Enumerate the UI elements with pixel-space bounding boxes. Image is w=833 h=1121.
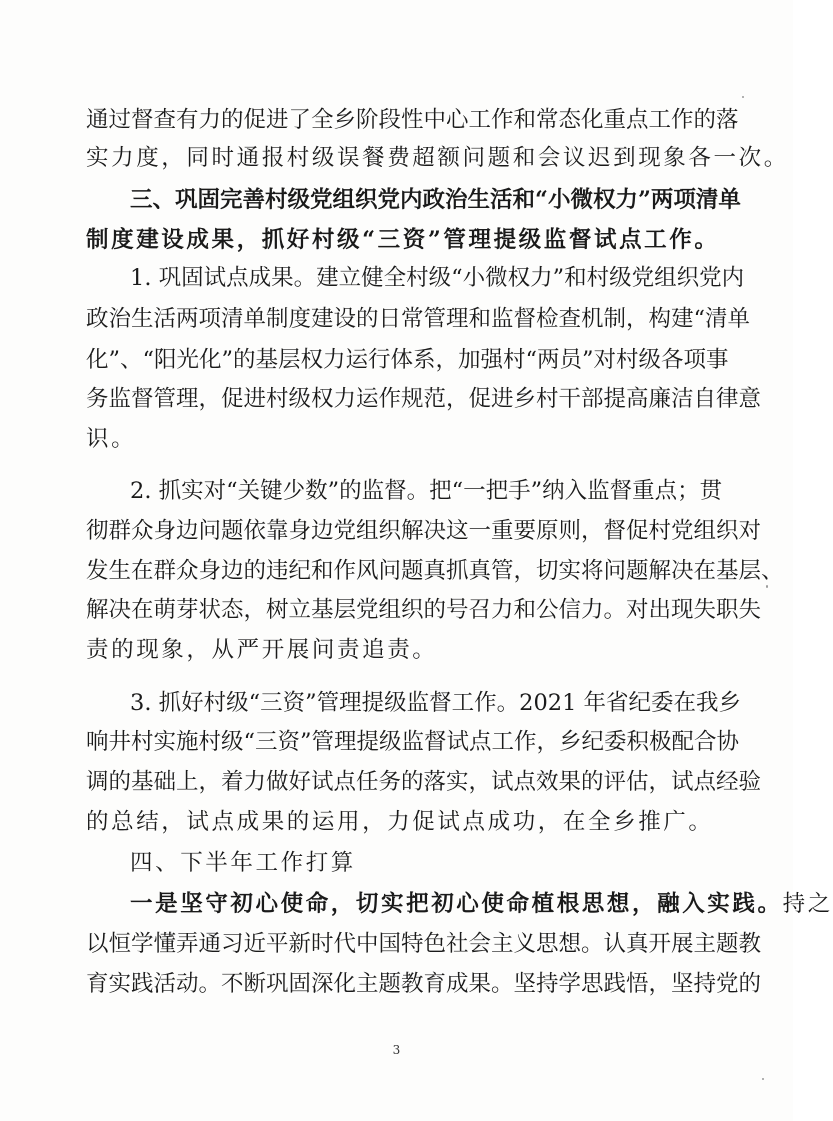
- text-line: 解决在萌芽状态，树立基层党组织的号召力和公信力。对出现失职失: [86, 597, 762, 623]
- text-line: 识。: [86, 426, 137, 452]
- text-line: 实力度，同时通报村级误餐费超额问题和会议迟到现象各一次。: [86, 145, 789, 171]
- text-line: 3. 抓好村级“三资”管理提级监督工作。2021 年省纪委在我乡: [130, 690, 742, 716]
- text-line: 化”、“阳光化”的基层权力运行体系，加强村“两员”对村级各项事: [86, 347, 729, 373]
- text-line: 彻群众身边问题依靠身边党组织解决这一重要原则，督促村党组织对: [86, 518, 762, 544]
- text-line: 育实践活动。不断巩固深化主题教育成果。坚持学思践悟，坚持党的: [86, 971, 762, 997]
- section-heading: 三、巩固完善村级党组织党内政治生活和“小微权力”两项清单: [130, 187, 741, 213]
- text-line: 责的现象，从严开展问责追责。: [86, 637, 438, 663]
- text-line: 以恒学懂弄通习近平新时代中国特色社会主义思想。认真开展主题教: [86, 931, 762, 957]
- text-continuation: 持之: [782, 891, 833, 917]
- text-line: 1. 巩固试点成果。建立健全村级“小微权力”和村级党组织党内: [130, 265, 745, 291]
- text-line: 2. 抓实对“关键少数”的监督。把“一把手”纳入监督重点；贯: [130, 478, 723, 504]
- text-line: 政治生活两项清单制度建设的日常管理和监督检查机制，构建“清单: [86, 306, 751, 332]
- scan-speck: [742, 96, 744, 98]
- text-line: 响井村实施村级“三资”管理提级监督试点工作，乡纪委积极配合协: [86, 729, 740, 755]
- text-line: [130, 889, 833, 919]
- bold-lead-sentence: 一是坚守初心使命，切实把初心使命植根思想，融入实践。: [130, 891, 783, 917]
- text-line: 务监督管理，促进村级权力运作规范，促进乡村干部提高廉洁自律意: [86, 386, 762, 412]
- text-line: 通过督查有力的促进了全乡阶段性中心工作和常态化重点工作的落: [86, 107, 739, 133]
- section-heading: 制度建设成果，抓好村级“三资”管理提级监督试点工作。: [86, 227, 720, 253]
- page-number: 3: [392, 1043, 401, 1057]
- scan-speck: [766, 585, 768, 588]
- text-line: 发生在群众身边的违纪和作风问题真抓真管，切实将问题解决在基层、: [86, 558, 784, 584]
- section-heading: 四、下半年工作打算: [130, 850, 356, 876]
- text-line: 调的基础上，着力做好试点任务的落实，试点效果的评估，试点经验: [86, 769, 762, 795]
- scan-speck: [762, 1078, 764, 1080]
- text-line: 的总结，试点成果的运用，力促试点成功，在全乡推广。: [86, 809, 714, 835]
